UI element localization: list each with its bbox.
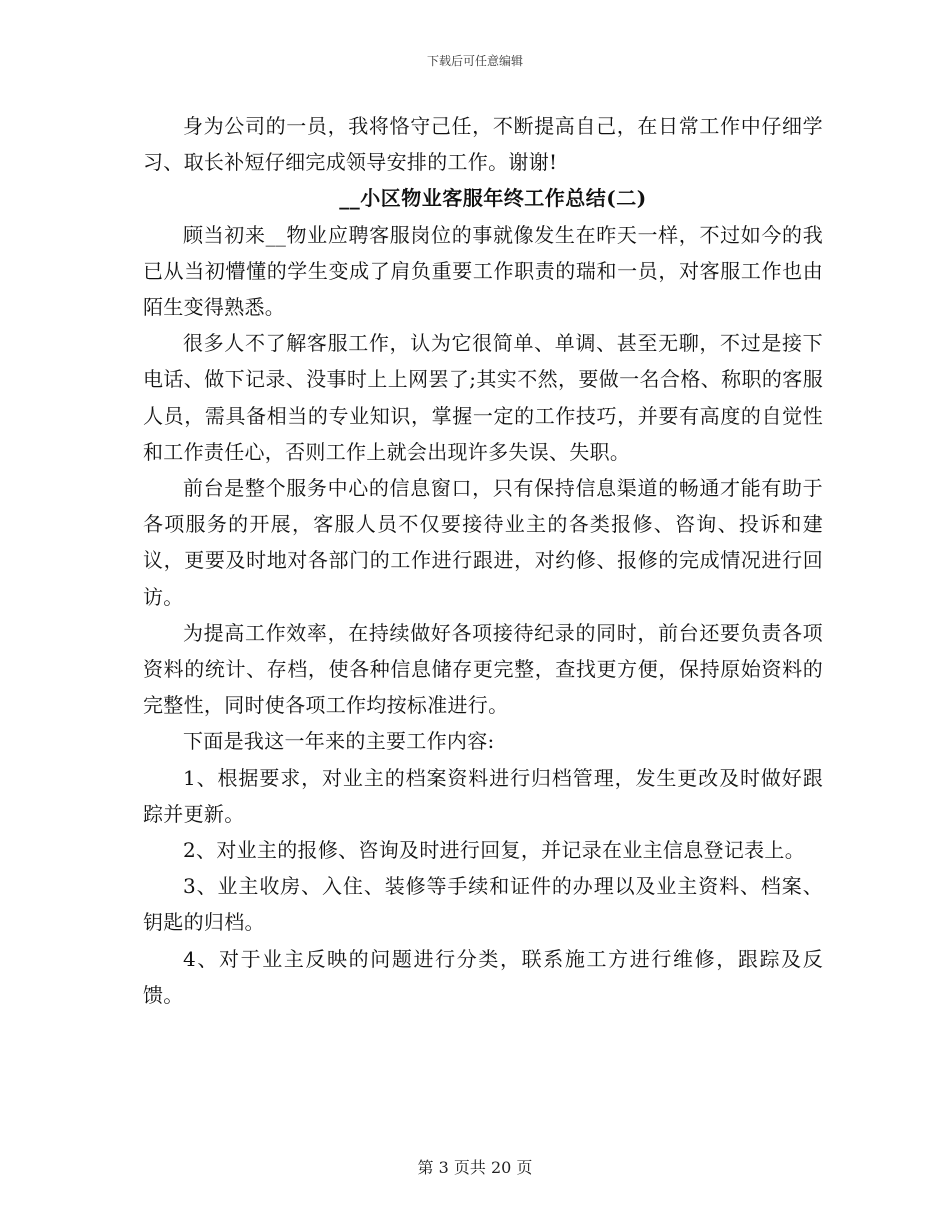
page-number: 第 3 页共 20 页 xyxy=(417,1158,533,1177)
paragraph-efficiency: 为提高工作效率，在持续做好各项接待纪录的同时，前台还要负责各项资料的统计、存档，使各种信息储存更完整，查找更方便，保持原始资料的完整性，同时使各项工作均按标准进行。 xyxy=(143,620,823,718)
page-header: 下载后可任意编辑 xyxy=(426,54,523,68)
paragraph-list-intro: 下面是我这一年来的主要工作内容: xyxy=(183,729,495,754)
list-item-3: 3、业主收房、入住、装修等手续和证件的办理以及业主资料、档案、钥匙的归档。 xyxy=(143,874,823,935)
closing-paragraph: 身为公司的一员，我将恪守己任，不断提高自己，在日常工作中仔细学习、取长补短仔细完成领导安排的工作。谢谢! xyxy=(143,114,823,175)
paragraph-front-desk: 前台是整个服务中心的信息窗口，只有保持信息渠道的畅通才能有助于各项服务的开展，客服人员不仅要接待业主的各类报修、咨询、投诉和建议，更要及时地对各部门的工作进行跟进，对约修、报修的完成情况进行回访。 xyxy=(143,476,823,609)
section-heading: __小区物业客服年终工作总结(二) xyxy=(339,186,647,211)
list-item-4: 4、对于业主反映的问题进行分类，联系施工方进行维修，跟踪及反馈。 xyxy=(143,946,823,1007)
paragraph-misconception: 很多人不了解客服工作，认为它很简单、单调、甚至无聊，不过是接下电话、做下记录、没事时上上网罢了;其实不然，要做一名合格、称职的客服人员，需具备相当的专业知识，掌握一定的工作技巧，并要有高度的自觉性和工作责任心，否则工作上就会出现许多失误、失职。 xyxy=(143,331,823,464)
list-item-2: 2、对业主的报修、咨询及时进行回复，并记录在业主信息登记表上。 xyxy=(183,838,806,863)
paragraph-intro: 顾当初来__物业应聘客服岗位的事就像发生在昨天一样，不过如今的我已从当初懵懂的学生变成了肩负重要工作职责的瑞和一员，对客服工作也由陌生变得熟悉。 xyxy=(143,222,823,320)
document-body xyxy=(143,108,823,1013)
list-item-1: 1、根据要求，对业主的档案资料进行归档管理，发生更改及时做好跟踪并更新。 xyxy=(143,765,823,826)
